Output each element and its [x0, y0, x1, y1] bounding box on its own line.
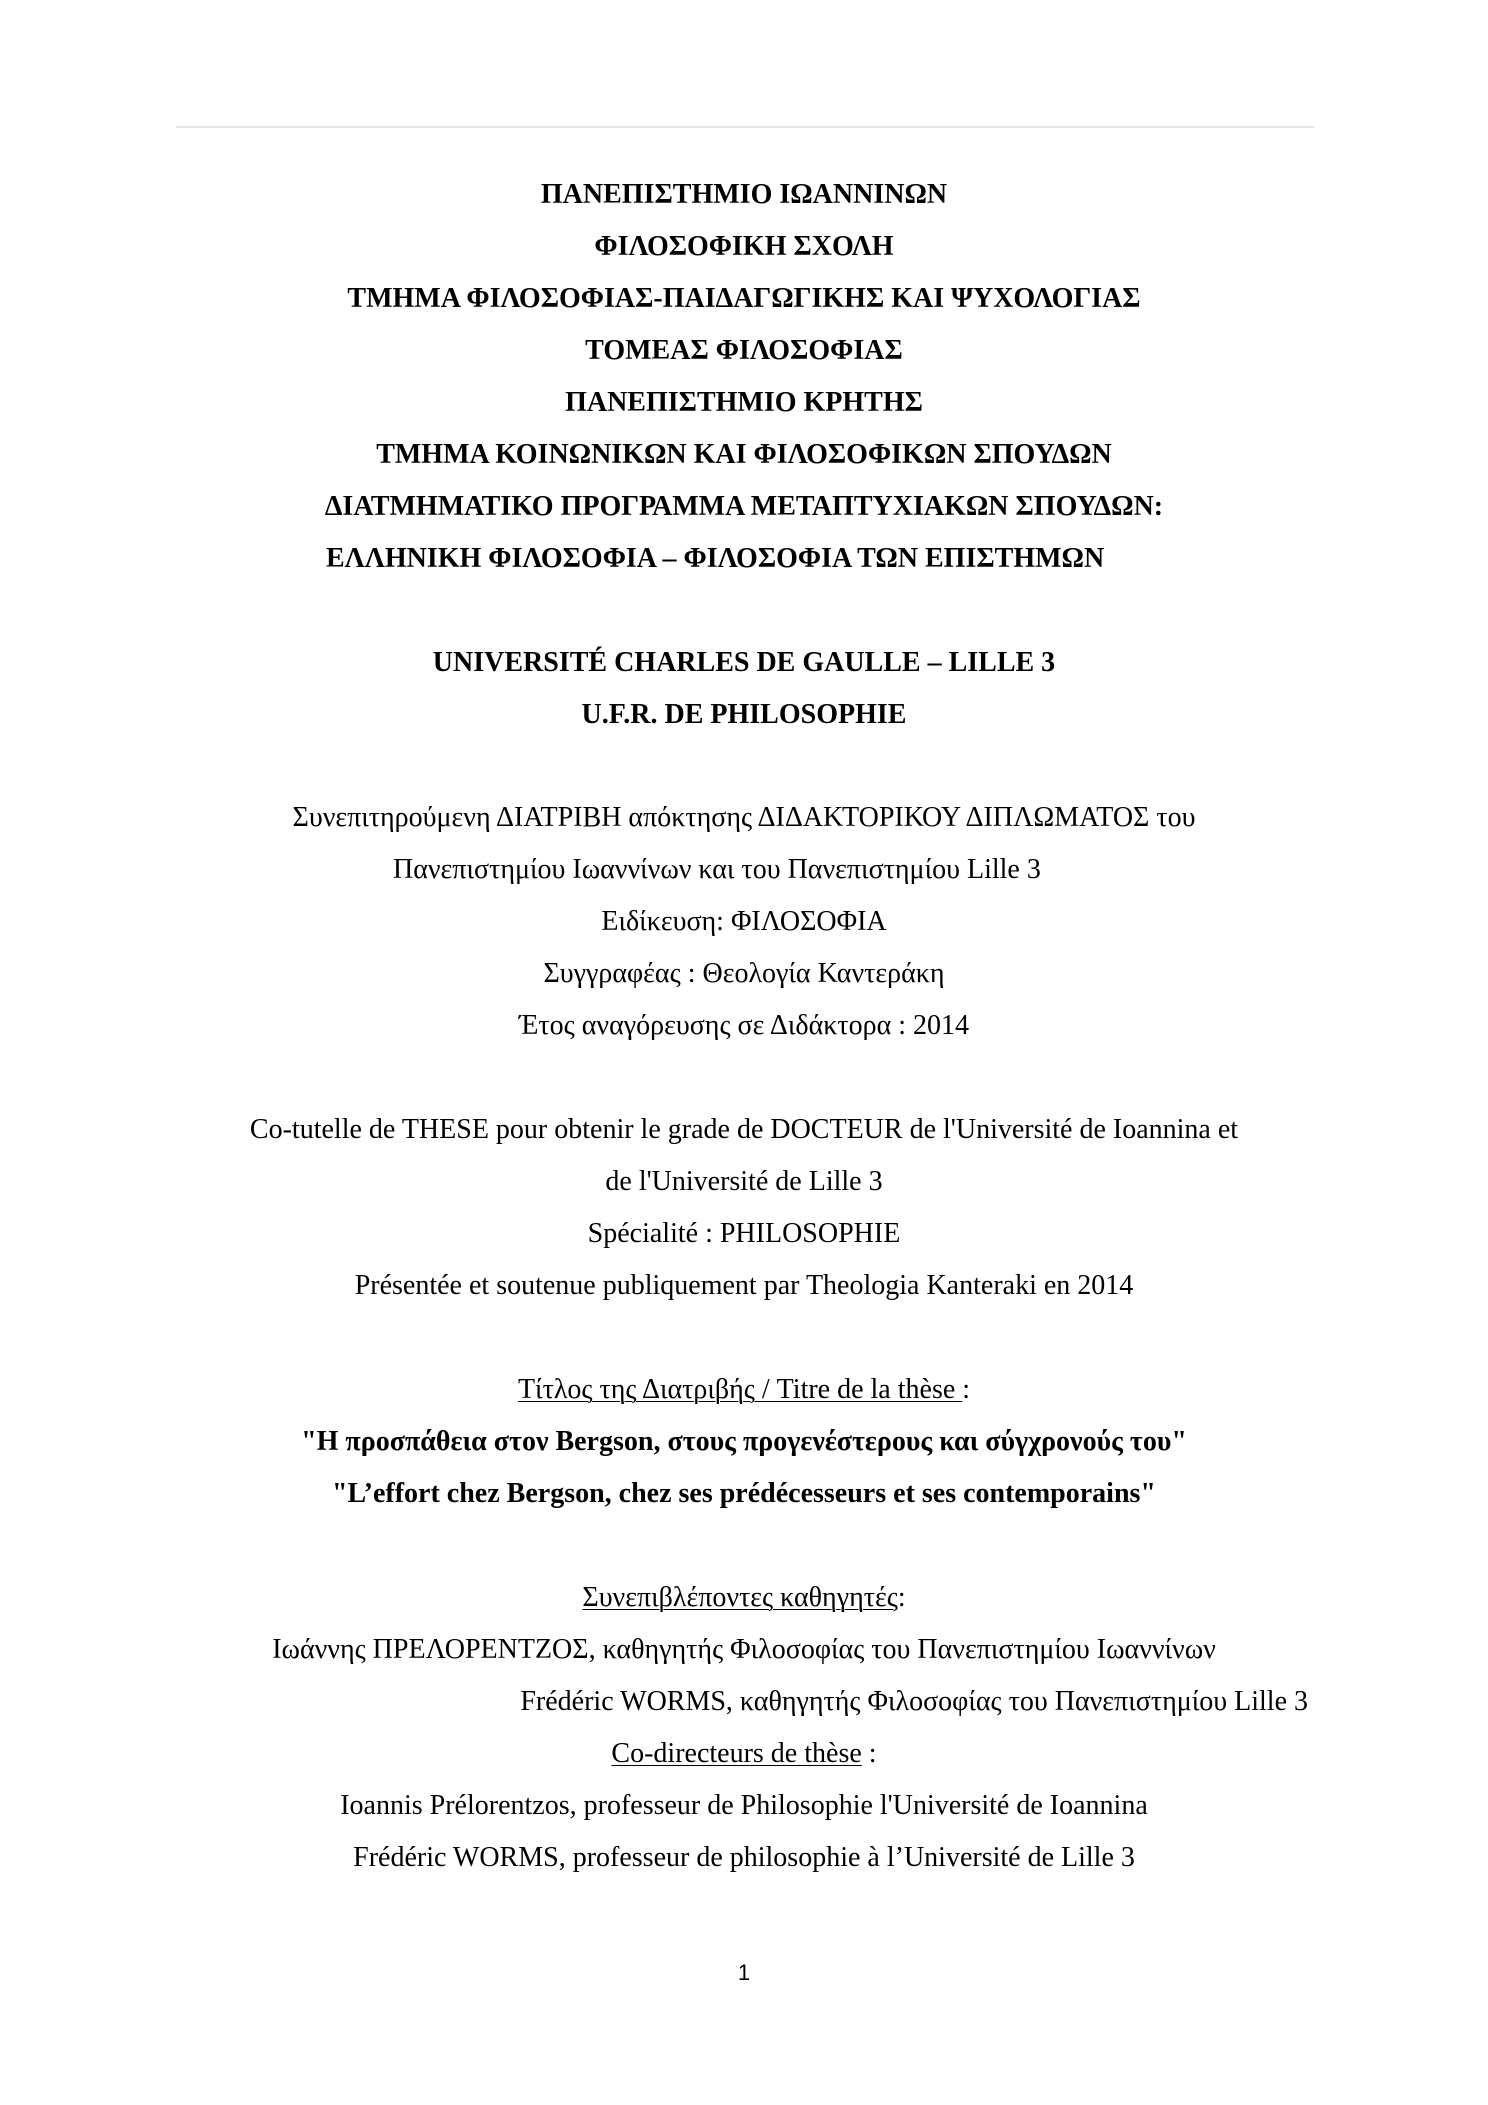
thesis-fr-line-4: Présentée et soutenue publiquement par Theologia Kanteraki en 2014	[354, 1270, 1134, 1301]
institution-line-1: ΠΑΝΕΠΙΣΤΗΜΙΟ ΙΩΑΝΝΙΝΩΝ	[540, 179, 948, 210]
thesis-title-heading-colon: :	[962, 1374, 971, 1405]
thesis-title-french: "L’effort chez Bergson, chez ses prédécesseurs et ses contemporains"	[332, 1478, 1156, 1509]
institution-line-6: ΤΜΗΜΑ ΚΟΙΝΩΝΙΚΩΝ ΚΑΙ ΦΙΛΟΣΟΦΙΚΩΝ ΣΠΟΥΔΩΝ	[376, 439, 1112, 470]
supervisors-heading-fr-colon: :	[861, 1738, 877, 1769]
institution-line-2: ΦΙΛΟΣΟΦΙΚΗ ΣΧΟΛΗ	[594, 231, 894, 262]
thesis-title-greek: "Η προσπάθεια στον Bergson, στους προγενέστερους και σύγχρονούς του"	[301, 1426, 1187, 1457]
institution-line-4: ΤΟΜΕΑΣ ΦΙΛΟΣΟΦΙΑΣ	[585, 335, 903, 366]
thesis-gr-line-2: Πανεπιστημίου Ιωαννίνων και του Πανεπιστημίου Lille 3	[393, 854, 1041, 885]
thesis-title-heading-text: Τίτλος της Διατριβής / Titre de la thèse	[517, 1374, 963, 1405]
institution-line-3: ΤΜΗΜΑ ΦΙΛΟΣΟΦΙΑΣ-ΠΑΙΔΑΓΩΓΙΚΗΣ ΚΑΙ ΨΥΧΟΛΟΓΙΑΣ	[347, 283, 1141, 314]
thesis-gr-line-4: Συγγραφέας : Θεολογία Καντεράκη	[543, 958, 945, 989]
thesis-gr-line-5: Έτος αναγόρευσης σε Διδάκτορα : 2014	[518, 1010, 970, 1041]
thesis-gr-line-3: Ειδίκευση: ΦΙΛΟΣΟΦΙΑ	[601, 906, 887, 937]
supervisors-heading-gr	[0, 1581, 1488, 1615]
thesis-fr-line-3: Spécialité : PHILOSOPHIE	[587, 1218, 901, 1249]
supervisors-heading-gr-colon: :	[897, 1582, 906, 1613]
institution-line-7: ΔΙΑΤΜΗΜΑΤΙΚΟ ΠΡΟΓΡΑΜΜΑ ΜΕΤΑΠΤΥΧΙΑΚΩΝ ΣΠΟΥΔΩΝ:	[324, 491, 1164, 522]
supervisors-heading-gr-text: Συνεπιβλέποντες καθηγητές	[582, 1582, 898, 1613]
supervisor-2-fr: Frédéric WORMS, professeur de philosophie à l’Université de Lille 3	[353, 1842, 1135, 1873]
page-number: 1	[737, 1960, 751, 1985]
thesis-fr-line-1: Co-tutelle de THESE pour obtenir le grade de DOCTEUR de l'Université de Ioannina et	[249, 1114, 1239, 1145]
institution-line-5: ΠΑΝΕΠΙΣΤΗΜΙΟ ΚΡΗΤΗΣ	[565, 387, 923, 418]
supervisor-1-gr: Ιωάννης ΠΡΕΛΟΡΕΝΤΖΟΣ, καθηγητής Φιλοσοφίας του Πανεπιστημίου Ιωαννίνων	[272, 1634, 1216, 1665]
institution-fr-line-2: U.F.R. DE PHILOSOPHIE	[581, 699, 907, 730]
supervisor-1-fr: Ioannis Prélorentzos, professeur de Philosophie l'Université de Ioannina	[340, 1790, 1148, 1821]
thesis-title-heading	[0, 1373, 1488, 1407]
thesis-gr-line-1: Συνεπιτηρούμενη ΔΙΑΤΡΙΒΗ απόκτησης ΔΙΔΑΚΤΟΡΙΚΟΥ ΔΙΠΛΩΜΑΤΟΣ του	[292, 802, 1196, 833]
supervisor-2-gr: Frédéric WORMS, καθηγητής Φιλοσοφίας του Πανεπιστημίου Lille 3	[520, 1686, 1308, 1717]
thesis-fr-line-2: de l'Université de Lille 3	[605, 1166, 883, 1197]
institution-fr-line-1: UNIVERSITÉ CHARLES DE GAULLE – LILLE 3	[432, 647, 1056, 678]
header-rule	[176, 126, 1314, 128]
supervisors-heading-fr	[0, 1737, 1488, 1771]
supervisors-heading-fr-text: Co-directeurs de thèse	[611, 1738, 862, 1769]
institution-line-8: ΕΛΛΗΝΙΚΗ ΦΙΛΟΣΟΦΙΑ – ΦΙΛΟΣΟΦΙΑ ΤΩΝ ΕΠΙΣΤΗΜΩΝ	[326, 543, 1105, 574]
